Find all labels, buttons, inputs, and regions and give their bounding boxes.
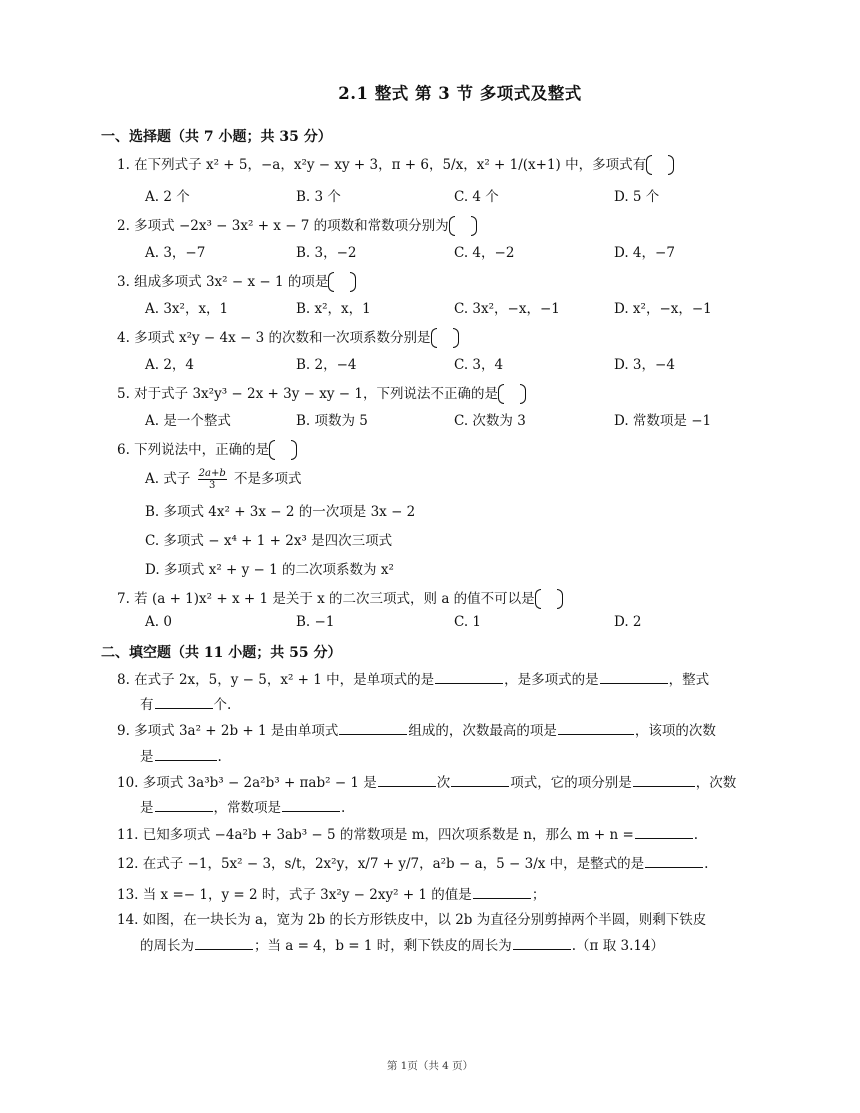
question-3-options bbox=[145, 297, 765, 317]
option-a: A. 是一个整式 bbox=[145, 413, 231, 429]
answer-parenthesis bbox=[269, 441, 297, 461]
question-5 bbox=[117, 384, 762, 405]
option-d: D. 5 个 bbox=[614, 189, 660, 205]
option-d: D. 3，−4 bbox=[614, 357, 675, 373]
option-c: C. 多项式 − x⁴ + 1 + 2x³ 是四次三项式 bbox=[145, 533, 393, 549]
q8-text-2: ，是多项式的是 bbox=[504, 672, 599, 688]
page-footer: 第 1页（共 4 页） bbox=[386, 1060, 474, 1072]
q13-text-1: 13. 当 x =− 1，y = 2 时，式子 3x²y − 2xy² + 1 的值是 bbox=[117, 887, 472, 903]
answer-blank[interactable] bbox=[558, 720, 634, 735]
answer-blank[interactable] bbox=[513, 935, 571, 950]
option-a-suffix: 不是多项式 bbox=[234, 471, 302, 487]
q10-text-3: 项式，它的项分别是 bbox=[510, 775, 632, 791]
question-2-text: 2. 多项式 −2x³ − 3x² + x − 7 的项数和常数项分别为 bbox=[117, 218, 449, 234]
q10-text-2: 次 bbox=[436, 775, 451, 791]
answer-blank[interactable] bbox=[378, 772, 436, 787]
option-b: B. x²，x，1 bbox=[296, 301, 371, 317]
question-5-options bbox=[145, 409, 765, 429]
q9-text-3: ，该项的次数 bbox=[634, 723, 716, 739]
option-c: C. 次数为 3 bbox=[454, 413, 526, 429]
q8-text-1: 8. 在式子 2x，5，y − 5，x² + 1 中，是单项式的是 bbox=[117, 672, 435, 688]
question-8-line-2 bbox=[140, 694, 785, 715]
option-b: B. 项数为 5 bbox=[296, 413, 368, 429]
option-d: D. 多项式 x² + y − 1 的二次项系数为 x² bbox=[145, 562, 394, 578]
page-title: 2.1 整式 第 3 节 多项式及整式 bbox=[338, 84, 582, 103]
q12-text-1: 12. 在式子 −1，5x² − 3，s/t，2x²y，x/7 + y/7，a²b − a，5 − 3/x 中，是整式的是 bbox=[117, 856, 645, 872]
question-14 bbox=[117, 910, 762, 930]
section-fill-heading: 二、填空题（共 11 小题；共 55 分） bbox=[101, 645, 342, 661]
answer-parenthesis bbox=[328, 273, 356, 293]
option-a bbox=[145, 467, 302, 491]
q14-text-1: 14. 如图，在一块长为 a，宽为 2b 的长方形铁皮中，以 2b 为直径分别剪掉两个半圆，则剩下铁皮 bbox=[117, 912, 707, 928]
option-b: B. 2，−4 bbox=[296, 357, 357, 373]
answer-blank[interactable] bbox=[635, 824, 693, 839]
q14-text-3: ；当 a = 4，b = 1 时，剩下铁皮的周长为 bbox=[254, 938, 512, 954]
option-c: C. 4 个 bbox=[454, 189, 499, 205]
question-10-line-2 bbox=[140, 797, 785, 818]
answer-parenthesis bbox=[535, 590, 563, 610]
q10-text-7: . bbox=[341, 800, 346, 816]
question-8 bbox=[117, 669, 762, 690]
option-a: A. 3x²，x，1 bbox=[145, 301, 229, 317]
question-14-line-2 bbox=[140, 935, 785, 956]
question-5-text: 5. 对于式子 3x²y³ − 2x + 3y − xy − 1，下列说法不正确的是 bbox=[117, 386, 498, 402]
question-7-options bbox=[145, 614, 765, 634]
q9-text-2: 组成的，次数最高的项是 bbox=[408, 723, 557, 739]
question-7 bbox=[117, 589, 762, 610]
q10-text-1: 10. 多项式 3a³b³ − 2a²b³ + πab² − 1 是 bbox=[117, 775, 377, 791]
q10-text-4: ，次数 bbox=[695, 775, 737, 791]
option-a: A. 2 个 bbox=[145, 189, 190, 205]
q10-text-6: ，常数项是 bbox=[213, 800, 281, 816]
option-d: D. 2 bbox=[614, 614, 642, 630]
q9-text-1: 9. 多项式 3a² + 2b + 1 是由单项式 bbox=[117, 723, 339, 739]
option-d: D. x²，−x，−1 bbox=[614, 301, 712, 317]
q8-text-4: 有 bbox=[140, 697, 154, 713]
question-9 bbox=[117, 720, 762, 741]
option-a-prefix: A. 式子 bbox=[145, 471, 191, 487]
option-b: B. −1 bbox=[296, 614, 335, 630]
q14-text-4: .（π 取 3.14） bbox=[571, 938, 665, 954]
answer-blank[interactable] bbox=[633, 772, 695, 787]
question-13 bbox=[117, 884, 762, 905]
q13-text-2: ； bbox=[531, 887, 546, 903]
question-6 bbox=[117, 440, 762, 461]
option-d: D. 4，−7 bbox=[614, 245, 675, 261]
answer-blank[interactable] bbox=[155, 746, 217, 761]
answer-parenthesis bbox=[449, 217, 477, 237]
option-d: D. 常数项是 −1 bbox=[614, 413, 712, 429]
answer-blank[interactable] bbox=[155, 694, 213, 709]
option-a: A. 0 bbox=[145, 614, 172, 630]
answer-blank[interactable] bbox=[155, 797, 213, 812]
question-1-options bbox=[145, 185, 765, 205]
answer-parenthesis bbox=[431, 329, 459, 349]
q14-text-2: 的周长为 bbox=[140, 938, 194, 954]
question-4-options bbox=[145, 353, 765, 373]
fraction bbox=[198, 468, 227, 491]
q8-text-5: 个. bbox=[213, 697, 232, 713]
answer-blank[interactable] bbox=[645, 853, 703, 868]
question-3-text: 3. 组成多项式 3x² − x − 1 的项是 bbox=[117, 274, 329, 290]
question-2-options bbox=[145, 241, 765, 261]
section-choice-heading: 一、选择题（共 7 小题；共 35 分） bbox=[101, 129, 332, 145]
question-4-text: 4. 多项式 x²y − 4x − 3 的次数和一次项系数分别是 bbox=[117, 330, 431, 346]
q11-text-1: 11. 已知多项式 −4a²b + 3ab³ − 5 的常数项是 m，四次项系数是 n，那么 m + n = bbox=[117, 827, 634, 843]
fraction-numerator: 2a+b bbox=[198, 468, 226, 479]
question-4 bbox=[117, 328, 762, 349]
option-a: A. 3，−7 bbox=[145, 245, 206, 261]
q9-text-4: 是 bbox=[140, 749, 154, 765]
question-1-text: 1. 在下列式子 x² + 5，−a，x²y − xy + 3，π + 6，5/x，x² + 1/(x+1) 中，多项式有 bbox=[117, 157, 647, 173]
answer-blank[interactable] bbox=[282, 797, 340, 812]
question-6-text: 6. 下列说法中，正确的是 bbox=[117, 442, 270, 458]
question-2 bbox=[117, 216, 762, 237]
q8-text-3: ，整式 bbox=[668, 672, 710, 688]
q10-text-5: 是 bbox=[140, 800, 154, 816]
answer-parenthesis bbox=[498, 385, 526, 405]
question-12 bbox=[117, 853, 762, 874]
option-b: B. 3，−2 bbox=[296, 245, 357, 261]
option-b: B. 3 个 bbox=[296, 189, 341, 205]
answer-blank[interactable] bbox=[473, 884, 531, 899]
question-11 bbox=[117, 824, 762, 845]
question-1 bbox=[117, 155, 762, 176]
q9-text-5: . bbox=[217, 749, 222, 765]
question-9-line-2 bbox=[140, 746, 785, 767]
option-a: A. 2，4 bbox=[145, 357, 195, 373]
q11-text-2: . bbox=[693, 827, 699, 843]
option-c: C. 4，−2 bbox=[454, 245, 515, 261]
question-10 bbox=[117, 772, 762, 793]
answer-parenthesis bbox=[646, 156, 674, 176]
answer-blank[interactable] bbox=[435, 669, 503, 684]
answer-blank[interactable] bbox=[195, 935, 253, 950]
option-c: C. 1 bbox=[454, 614, 482, 630]
option-b: B. 多项式 4x² + 3x − 2 的一次项是 3x − 2 bbox=[145, 504, 416, 520]
answer-blank[interactable] bbox=[451, 772, 509, 787]
option-c: C. 3，4 bbox=[454, 357, 504, 373]
answer-blank[interactable] bbox=[600, 669, 668, 684]
q12-text-2: . bbox=[704, 856, 709, 872]
option-c: C. 3x²，−x，−1 bbox=[454, 301, 560, 317]
question-3 bbox=[117, 272, 762, 293]
question-7-text: 7. 若 (a + 1)x² + x + 1 是关于 x 的二次三项式，则 a 的值不可以是 bbox=[117, 591, 535, 607]
fraction-denominator: 3 bbox=[209, 480, 216, 491]
answer-blank[interactable] bbox=[339, 720, 407, 735]
